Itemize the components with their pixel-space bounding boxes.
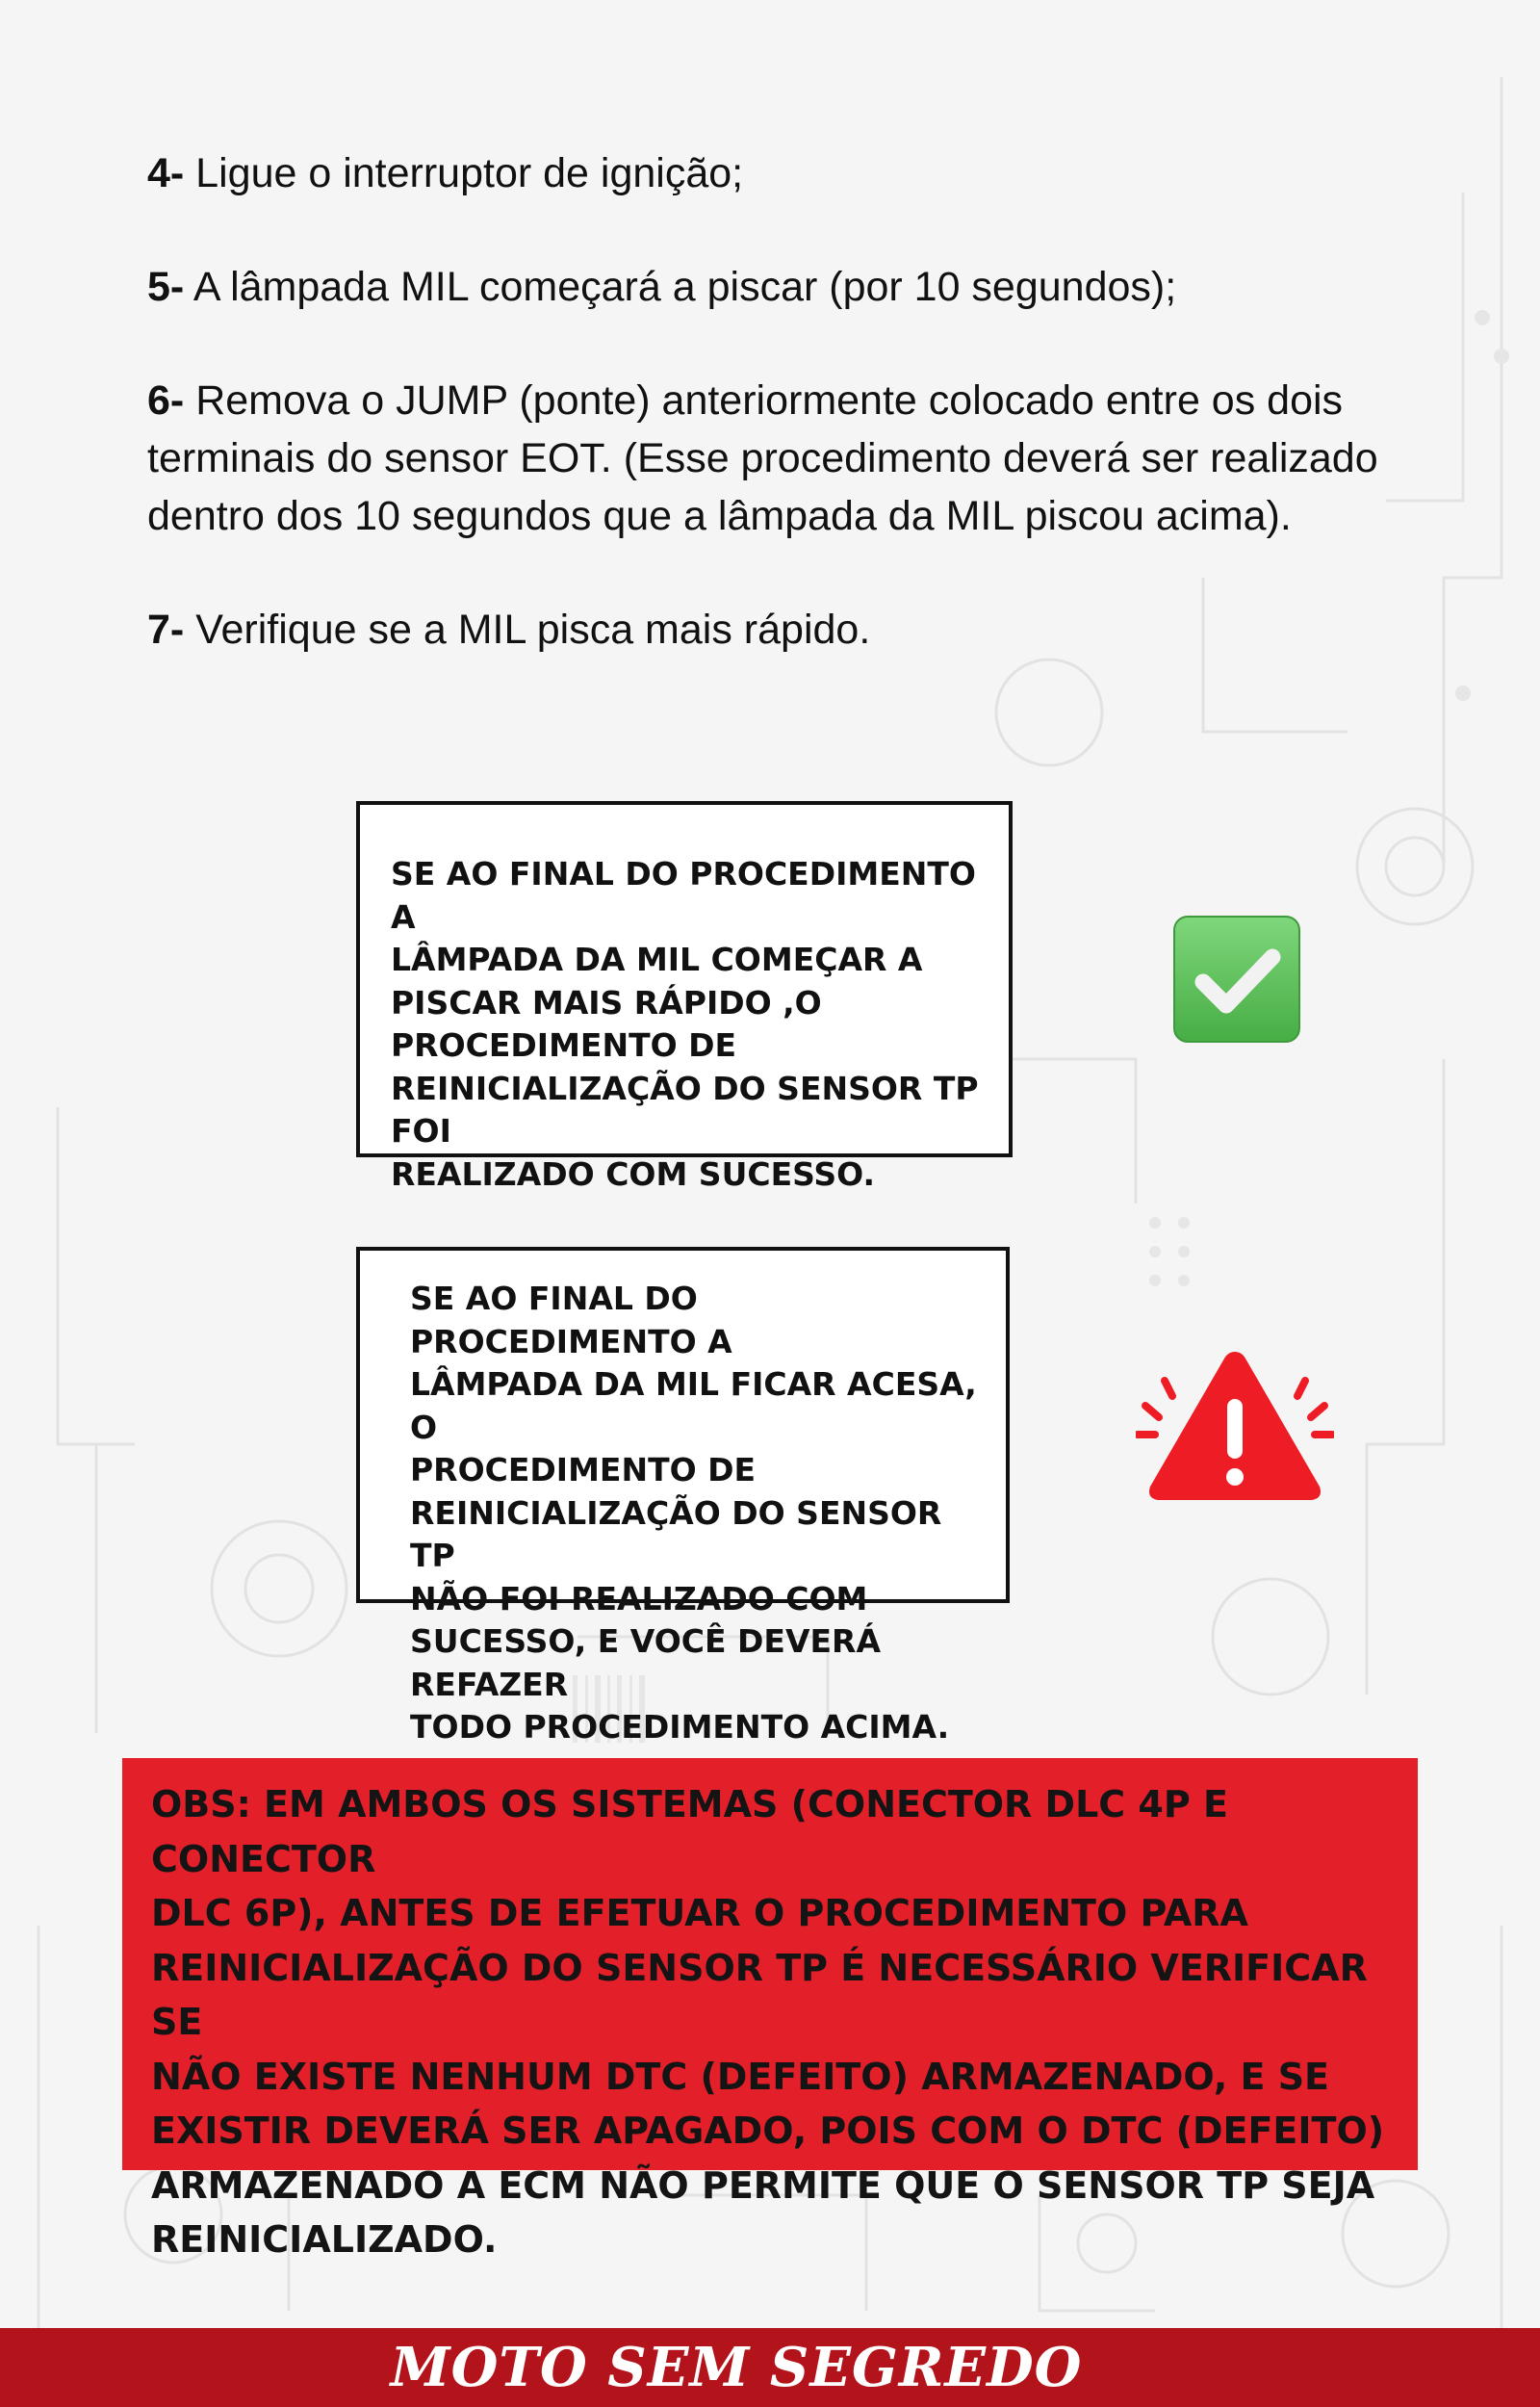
step-text: Remova o JUMP (ponte) anteriormente colocado entre os dois terminais do sensor EOT. (Esse procedimento deverá ser realizado dentro dos 10 segundos que a lâmpada da MIL piscou acima).	[147, 377, 1378, 539]
note-line: SE AO FINAL DO PROCEDIMENTO A	[410, 1280, 732, 1360]
step-5	[147, 258, 1399, 316]
step-6	[147, 372, 1399, 545]
note-line: TODO PROCEDIMENTO ACIMA.	[410, 1708, 950, 1746]
note-line: LÂMPADA DA MIL COMEÇAR A	[391, 941, 923, 978]
obs-line: OBS: EM AMBOS OS SISTEMAS (CONECTOR DLC 4P E CONECTOR	[151, 1783, 1228, 1880]
procedure-steps	[147, 144, 1399, 714]
note-line: REINICIALIZAÇÃO DO SENSOR TP	[410, 1493, 942, 1574]
observation-box	[122, 1758, 1418, 2261]
success-note	[356, 801, 1013, 1193]
obs-line: EXISTIR DEVERÁ SER APAGADO, POIS COM O DTC (DEFEITO)	[151, 2109, 1385, 2152]
obs-line: ARMAZENADO A ECM NÃO PERMITE QUE O SENSOR TP SEJA	[151, 2163, 1375, 2207]
note-line: NÃO FOI REALIZADO COM	[410, 1579, 868, 1618]
note-line: PISCAR MAIS RÁPIDO ,O	[391, 983, 822, 1022]
warning-icon	[1136, 1346, 1334, 1504]
note-line: SUCESSO, E VOCÊ DEVERÁ REFAZER	[410, 1622, 881, 1703]
footer-brand-title: MOTO SEM SEGREDO	[390, 2336, 1083, 2399]
obs-line: REINICIALIZAÇÃO DO SENSOR TP É NECESSÁRIO VERIFICAR SE	[151, 1946, 1368, 2043]
step-7	[147, 601, 1399, 659]
note-line: REINICIALIZAÇÃO DO SENSOR TP FOI	[391, 1069, 979, 1150]
step-number: 4-	[147, 150, 185, 196]
obs-line: NÃO EXISTE NENHUM DTC (DEFEITO) ARMAZENADO, E SE	[151, 2055, 1330, 2098]
step-text: A lâmpada MIL começará a piscar (por 10 segundos);	[192, 264, 1177, 310]
step-number: 6-	[147, 377, 185, 424]
step-text: Ligue o interruptor de ignição;	[184, 150, 744, 196]
note-line: SE AO FINAL DO PROCEDIMENTO A	[391, 855, 976, 936]
step-text: Verifique se a MIL pisca mais rápido.	[195, 607, 871, 653]
step-4	[147, 144, 1399, 202]
check-mark-icon	[1172, 915, 1301, 1044]
note-line: PROCEDIMENTO DE	[391, 1026, 737, 1064]
step-number: 7-	[147, 607, 185, 653]
step-number: 5-	[147, 264, 185, 310]
obs-line: DLC 6P), ANTES DE EFETUAR O PROCEDIMENTO PARA	[151, 1892, 1248, 1934]
note-line: REALIZADO COM SUCESSO.	[391, 1154, 876, 1193]
note-line: LÂMPADA DA MIL FICAR ACESA, O	[410, 1365, 977, 1446]
footer-bar	[0, 2328, 1540, 2407]
obs-line: REINICIALIZADO.	[151, 2218, 498, 2261]
failure-note	[356, 1247, 1010, 1746]
note-line: PROCEDIMENTO DE	[410, 1451, 757, 1488]
